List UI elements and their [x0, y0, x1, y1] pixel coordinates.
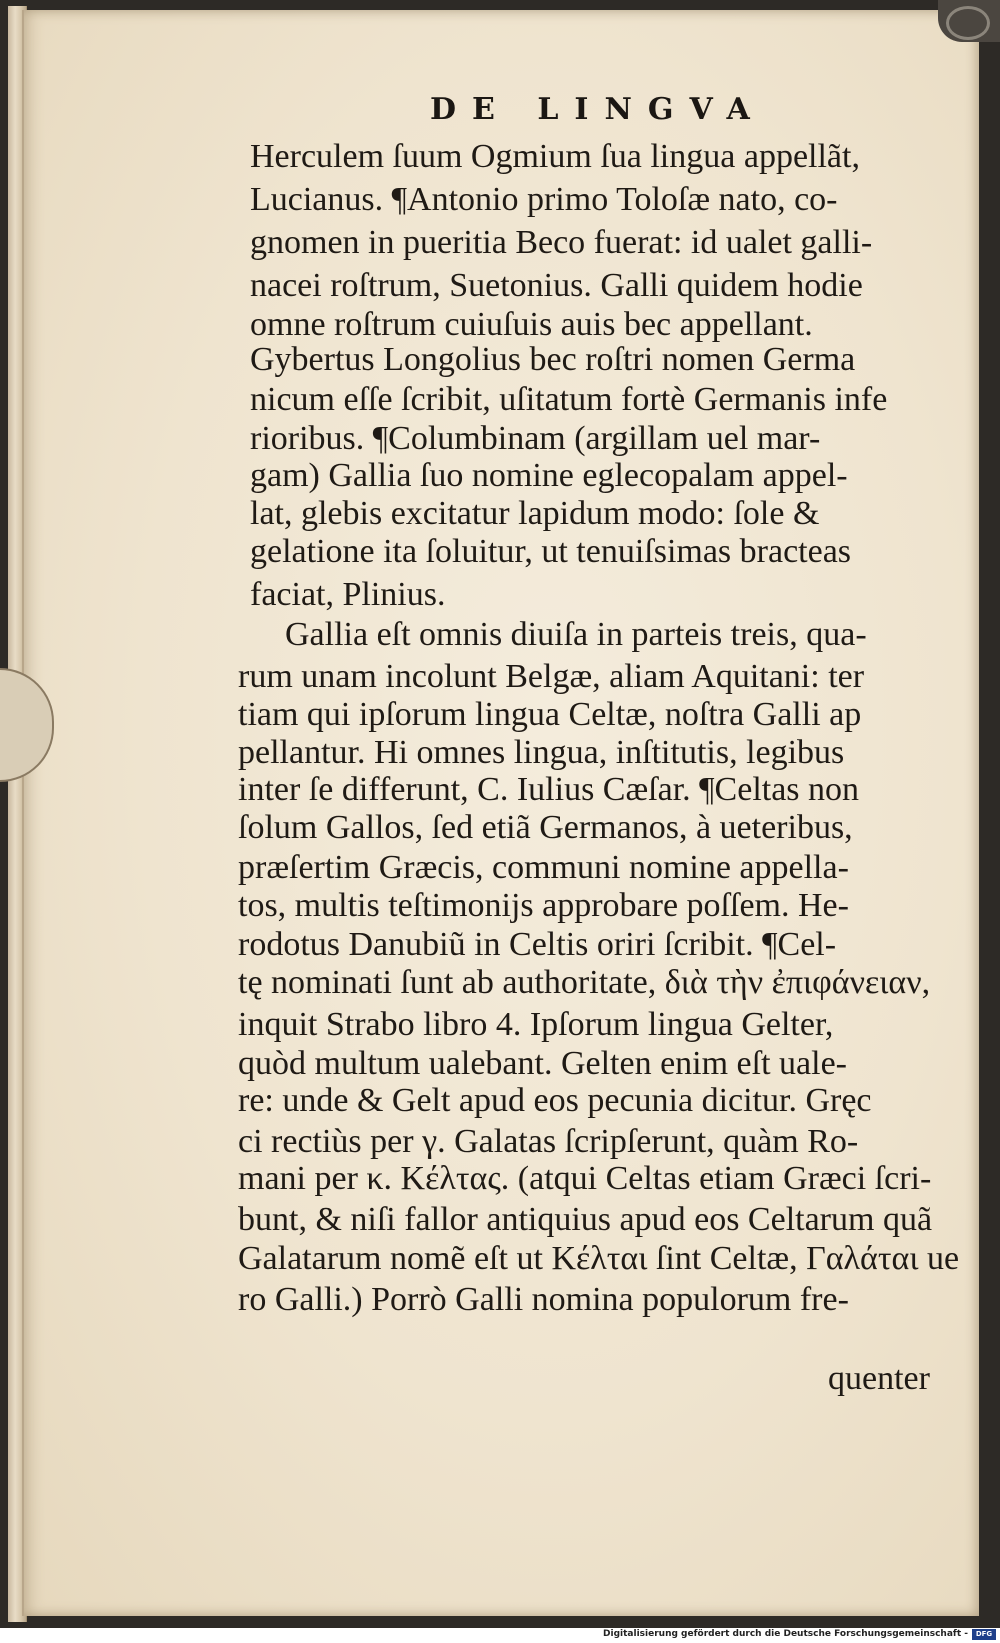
- text-line: gelatione ita ſoluitur, ut tenuiſsimas bracteas: [250, 533, 852, 570]
- text-line: quòd multum ualebant. Gelten enim eſt uale-: [238, 1045, 847, 1082]
- clasp-ring-icon: [946, 6, 990, 40]
- text-line: Lucianus. ¶Antonio primo Toloſæ nato, co-: [250, 181, 838, 218]
- text-line: inquit Strabo libro 4. Ipſorum lingua Gelter,: [238, 1006, 834, 1043]
- text-line: nacei roſtrum, Suetonius. Galli quidem hodie: [250, 267, 863, 304]
- text-line: ſolum Gallos, ſed etiã Germanos, à ueteribus,: [238, 809, 853, 846]
- text-line: gnomen in pueritia Beco fuerat: id ualet galli-: [250, 224, 873, 261]
- text-line: Gybertus Longolius bec roſtri nomen Germa: [250, 341, 856, 378]
- text-line: rum unam incolunt Belgæ, aliam Aquitani: ter: [238, 658, 865, 695]
- footer-credit: Digitalisierung gefördert durch die Deutsche Forschungsgemeinschaft -: [603, 1629, 968, 1639]
- text-line: lat, glebis excitatur lapidum modo: ſole &: [250, 495, 820, 532]
- text-line: nicum eſſe ſcribit, uſitatum fortè Germanis infe: [250, 381, 888, 418]
- text-line: tos, multis teſtimonijs approbare poſſem. He-: [238, 887, 849, 924]
- text-line: Gallia eſt omnis diuiſa in parteis treis, qua-: [285, 616, 867, 653]
- dfg-logo-icon: DFG: [972, 1629, 996, 1640]
- text-line: pellantur. Hi omnes lingua, inſtitutis, legibus: [238, 734, 845, 771]
- text-line: omne roſtrum cuiuſuis auis bec appellant.: [250, 306, 813, 343]
- text-line: Herculem ſuum Ogmium ſua lingua appellãt,: [250, 138, 860, 175]
- text-line: gam) Gallia ſuo nomine eglecopalam appel-: [250, 457, 848, 494]
- text-line: mani per κ. Κέλτας. (atqui Celtas etiam Græci ſcri-: [238, 1160, 932, 1197]
- text-line: bunt, & niſi fallor antiquius apud eos Celtarum quã: [238, 1201, 933, 1238]
- running-head: DE LINGVA: [430, 92, 766, 127]
- catchword: quenter: [828, 1360, 930, 1397]
- text-line: re: unde & Gelt apud eos pecunia dicitur. Gręc: [238, 1082, 872, 1119]
- text-line: rodotus Danubiũ in Celtis oriri ſcribit. ¶Cel-: [238, 926, 837, 963]
- text-line: inter ſe differunt, C. Iulius Cæſar. ¶Celtas non: [238, 771, 860, 808]
- text-line: tiam qui ipſorum lingua Celtæ, noſtra Galli ap: [238, 696, 862, 733]
- text-line: tę nominati ſunt ab authoritate, διὰ τὴν ἐπιφάνειαν,: [238, 964, 931, 1001]
- text-line: faciat, Plinius.: [250, 576, 446, 613]
- text-line: præſertim Græcis, communi nomine appella-: [238, 849, 849, 886]
- text-line: ro Galli.) Porrò Galli nomina populorum fre-: [238, 1281, 849, 1318]
- text-line: ci rectiùs per γ. Galatas ſcripſerunt, quàm Ro-: [238, 1123, 859, 1160]
- text-line: rioribus. ¶Columbinam (argillam uel mar-: [250, 420, 821, 457]
- text-line: Galatarum nomẽ eſt ut Κέλται ſint Celtæ, Γαλάται ue: [238, 1240, 960, 1277]
